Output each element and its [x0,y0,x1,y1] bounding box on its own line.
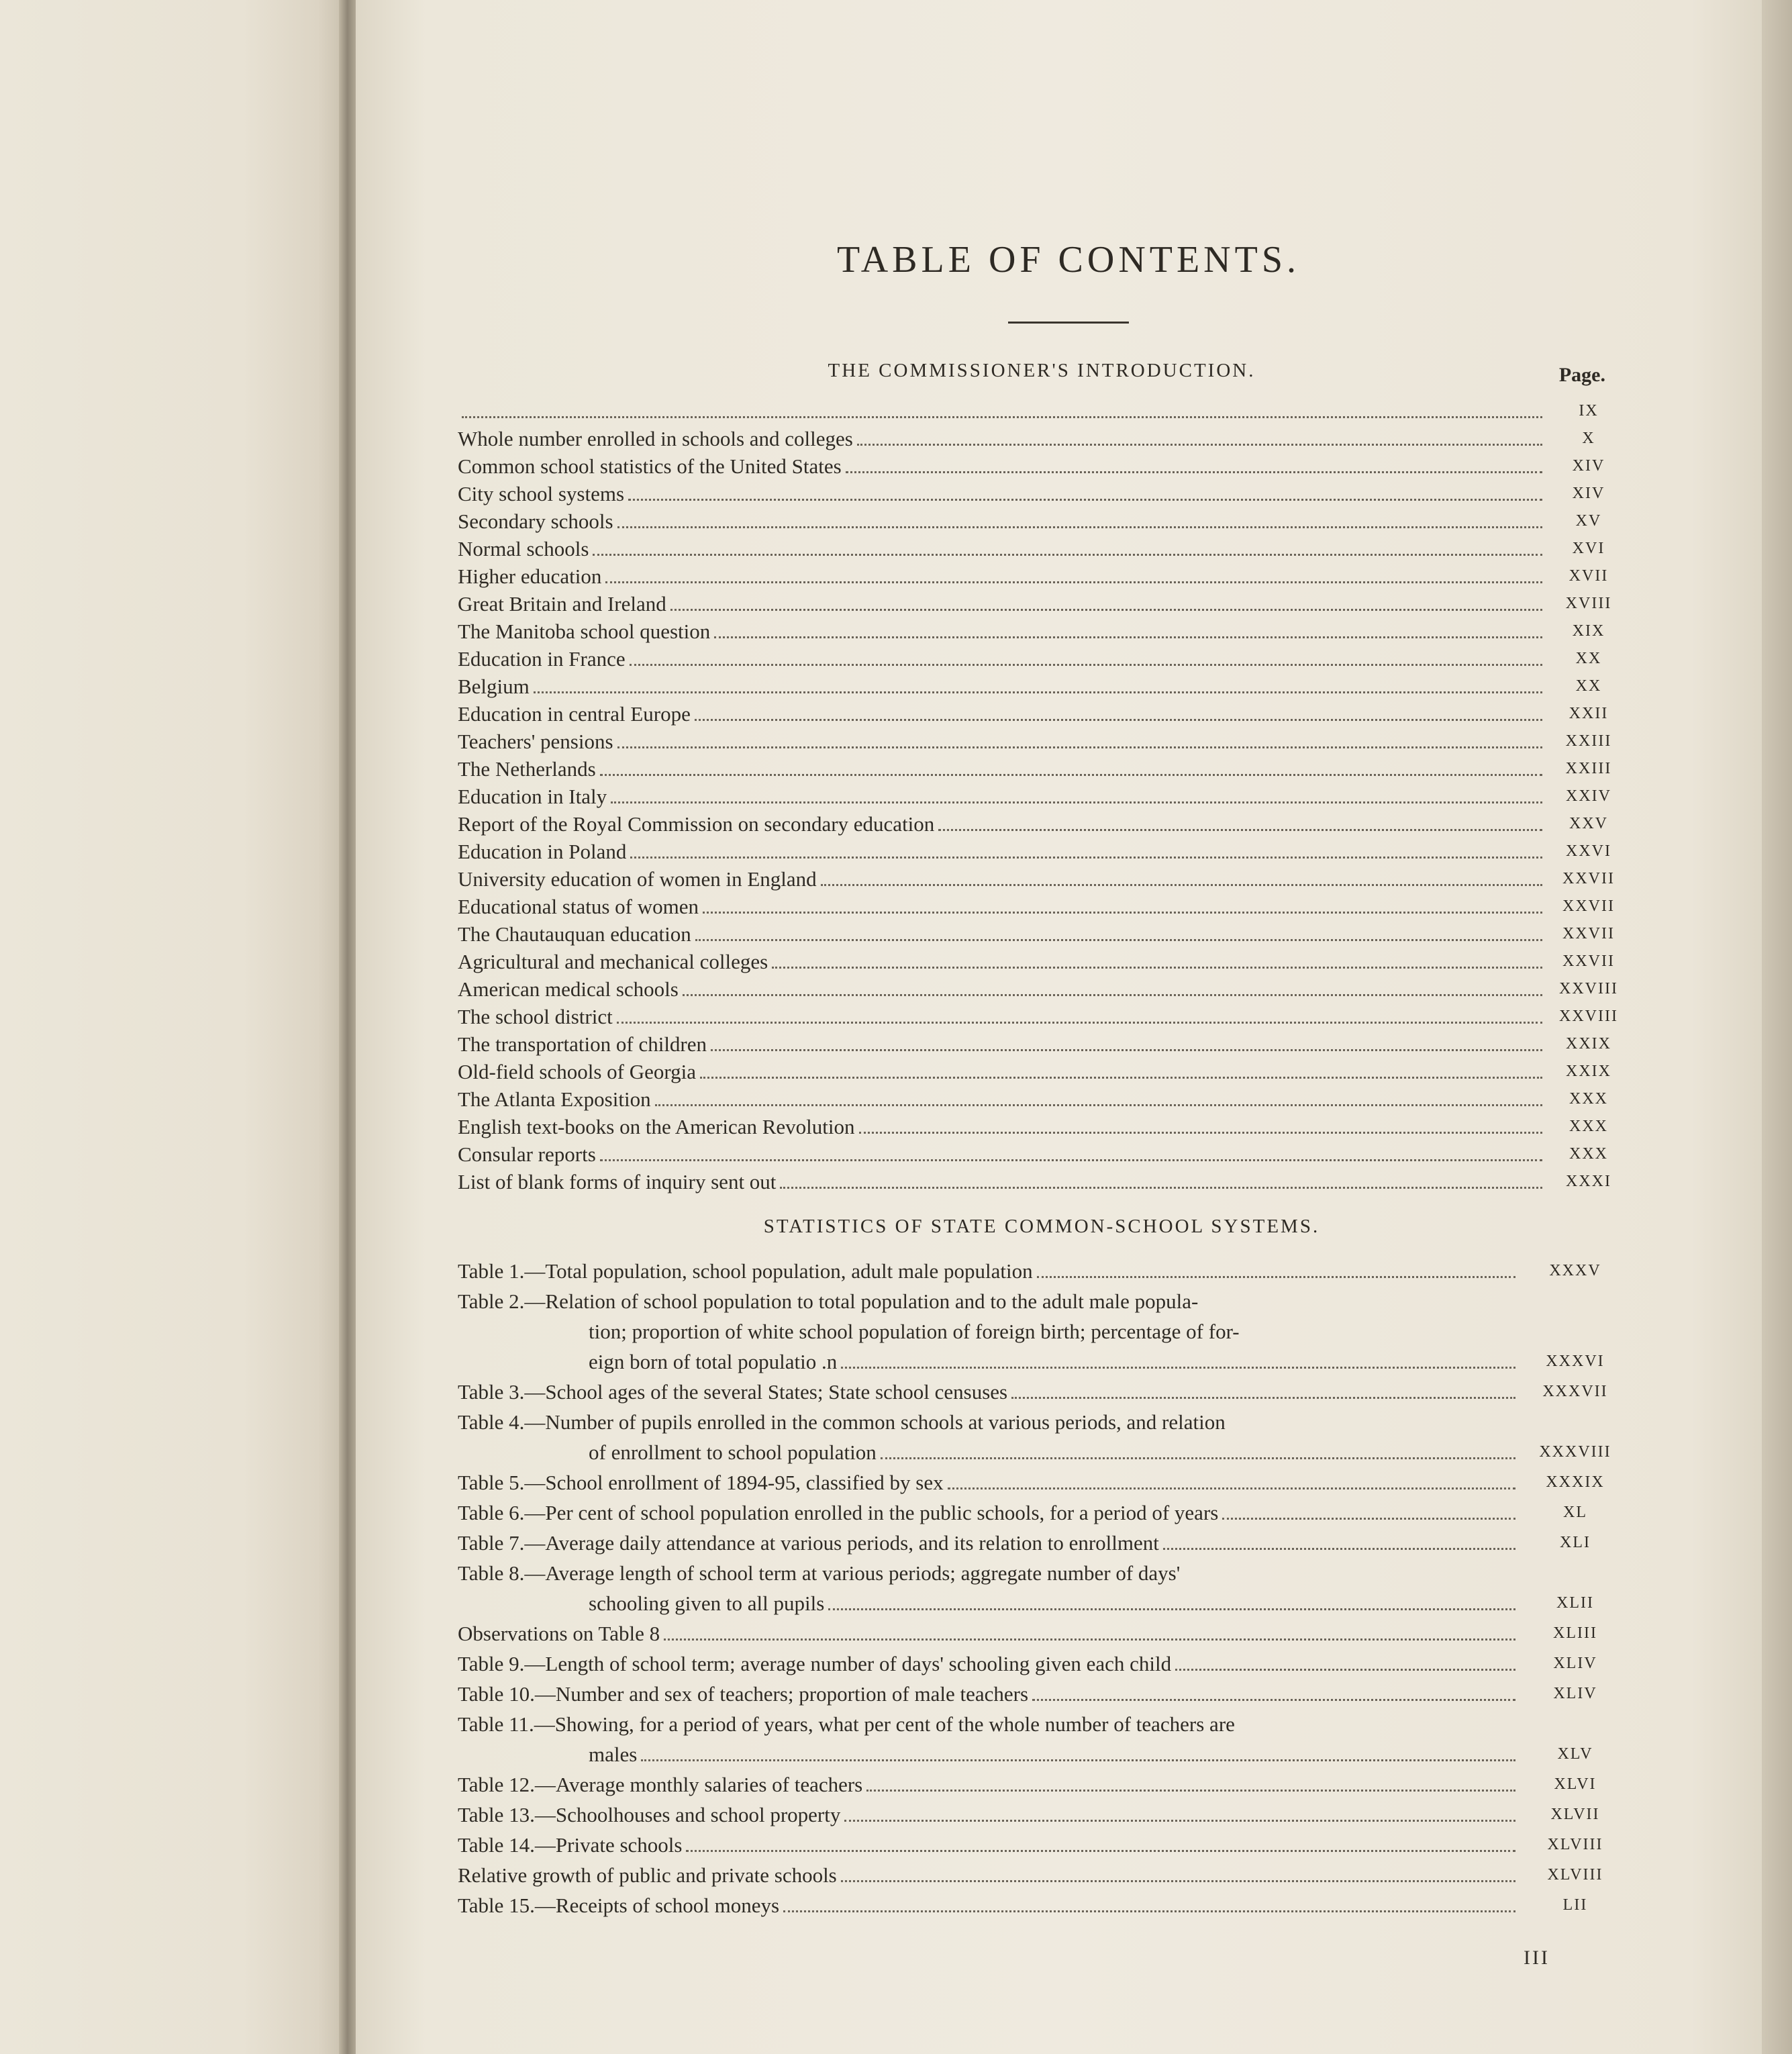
page-number: XXVI [1566,842,1611,860]
toc-entry: Table 13.—Schoolhouses and school property XLVII [458,1800,1626,1830]
toc-entry: Table 15.—Receipts of school moneys LII [458,1890,1626,1920]
section1-entries [458,397,1626,1195]
toc-entry: Great Britain and Ireland XVIII [458,590,1626,618]
page-number: LII [1562,1896,1588,1914]
section2-heading: STATISTICS OF STATE COMMON-SCHOOL SYSTEMS. [763,1216,1320,1237]
toc-entry: Higher education XVII [458,563,1626,590]
page-number: XXIV [1566,787,1611,805]
page-number: XX [1575,650,1602,667]
toc-entry: City school systems XIV [458,480,1626,507]
toc-entry: Table 10.—Number and sex of teachers; proportion of male teachers XLIV [458,1679,1626,1709]
toc-entry: Table 7.—Average daily attendance at various periods, and its relation to enrollment XLI [458,1528,1626,1558]
page-number: XXVII [1562,952,1615,970]
page-number: XXX [1569,1145,1608,1163]
toc-entry: Education in central Europe XXII [458,700,1626,728]
page-number: XVIII [1565,595,1612,612]
toc-entry: Old-field schools of Georgia XXIX [458,1058,1626,1085]
page-number: IX [1579,402,1599,420]
toc-entry: Common school statistics of the United States XIV [458,452,1626,480]
toc-entry: Education in France XX [458,645,1626,673]
toc-entry: Educational status of women XXVII [458,893,1626,920]
toc-entry: The Atlanta Exposition XXX [458,1085,1626,1113]
toc-entry: Table 1.—Total population, school population, adult male population XXXV [458,1256,1626,1286]
toc-entry: The school district XXVIII [458,1003,1626,1030]
page-number: XLVII [1550,1806,1600,1823]
page-number: XLIV [1553,1655,1597,1672]
page-number: XL [1563,1504,1587,1521]
page-number: XV [1575,512,1602,530]
page-number: XXIII [1565,732,1612,750]
section2-header [458,1195,1626,1256]
page-number: XXVIII [1559,1008,1618,1025]
page-number: XVI [1572,540,1605,557]
toc-entry: Table 3.—School ages of the several States; State school censuses XXXVII [458,1377,1626,1407]
toc-entry: Table 14.—Private schools XLVIII [458,1830,1626,1860]
section1-heading: THE COMMISSIONER'S INTRODUCTION. [828,360,1256,381]
toc-entry: The transportation of children XXIX [458,1030,1626,1058]
toc-entry: Table 5.—School enrollment of 1894-95, classified by sex XXXIX [458,1467,1626,1498]
toc-entry: Table 8.—Average length of school term at various periods; aggregate number of days' schooling given to all pupils XLII [458,1558,1626,1618]
toc-entry: Observations on Table 8 XLIII [458,1618,1626,1649]
page-number: XLI [1560,1534,1591,1551]
page-number: XXXI [1566,1173,1611,1190]
toc-entry: Table 6.—Per cent of school population enrolled in the public schools, for a period of years XL [458,1498,1626,1528]
page-number: XLVIII [1547,1866,1603,1884]
toc-entry: Table 11.—Showing, for a period of years, what per cent of the whole number of teachers are males XLV [458,1709,1626,1769]
page-number: XLVIII [1547,1836,1603,1853]
page-number: XX [1575,677,1602,695]
page-number: XXX [1569,1118,1608,1135]
page-number: XXXVII [1542,1383,1608,1400]
page-folio: III [1524,1947,1550,1969]
page-number: XIV [1572,457,1605,475]
toc-entry: Table 2.—Relation of school population to total population and to the adult male popula- tion; proportion of white school population of foreign birth; percentage of for- eign born of total populatio .n XXXVI [458,1286,1626,1377]
page-number: XVII [1569,567,1609,585]
toc-entry: Education in Poland XXVI [458,838,1626,865]
page-number: XXIX [1566,1063,1611,1080]
page-number: XIV [1572,485,1605,502]
toc-entry: Agricultural and mechanical colleges XXVII [458,948,1626,975]
page-edge [1762,0,1792,2054]
toc-entry [458,397,1626,425]
page-number: XLVI [1554,1775,1597,1793]
page-number: XXXV [1549,1262,1601,1279]
page-number: XLIII [1553,1624,1597,1642]
toc-entry: List of blank forms of inquiry sent out XXXI [458,1168,1626,1195]
toc-entry: Relative growth of public and private schools XLVIII [458,1860,1626,1890]
toc-entry: The Chautauquan education XXVII [458,920,1626,948]
toc-entry: The Netherlands XXIII [458,755,1626,783]
toc-entry: The Manitoba school question XIX [458,618,1626,645]
page-number: XIX [1572,622,1605,640]
page-number: XXII [1569,705,1609,722]
toc-entry: Consular reports XXX [458,1140,1626,1168]
toc-entry: English text-books on the American Revolution XXX [458,1113,1626,1140]
toc-entry: Belgium XX [458,673,1626,700]
page-number: XXXVI [1546,1353,1605,1370]
toc-entry: American medical schools XXVIII [458,975,1626,1003]
page-number: XXIX [1566,1035,1611,1053]
section1-header [458,350,1626,397]
page-number: XXV [1569,815,1608,832]
page-number: XXVII [1562,870,1615,887]
page-number: XXXVIII [1539,1443,1611,1461]
toc-entry: Table 12.—Average monthly salaries of teachers XLVI [458,1769,1626,1800]
page-number: XLIV [1553,1685,1597,1702]
page-number: XLII [1556,1594,1594,1612]
page-number: XXX [1569,1090,1608,1108]
toc-entry: Report of the Royal Commission on secondary education XXV [458,810,1626,838]
page-number: X [1582,430,1595,447]
toc-entry: Table 9.—Length of school term; average number of days' schooling given each child XLIV [458,1649,1626,1679]
toc-entry: Whole number enrolled in schools and colleges X [458,425,1626,452]
title-rule [1008,322,1129,324]
toc-entry: Table 4.—Number of pupils enrolled in the common schools at various periods, and relation of enrollment to school population XXXVIII [458,1407,1626,1467]
page-number: XLV [1557,1745,1593,1763]
toc-entry: Teachers' pensions XXIII [458,728,1626,755]
page-number: XXVIII [1559,980,1618,997]
page-number: XXVII [1562,925,1615,942]
page-column-label: Page. [1558,364,1605,386]
book-gutter [339,0,358,2054]
toc-entry: University education of women in England XXVII [458,865,1626,893]
page-number: XXIII [1565,760,1612,777]
section2-entries [458,1256,1626,1920]
page-title: TABLE OF CONTENTS. [837,239,1300,281]
page-number: XXXIX [1546,1473,1605,1491]
page-number: XXVII [1562,897,1615,915]
toc-entry: Education in Italy XXIV [458,783,1626,810]
toc-entry: Normal schools XVI [458,535,1626,563]
toc-entry: Secondary schools XV [458,507,1626,535]
left-page [0,0,346,2054]
toc-content [458,238,1626,1920]
